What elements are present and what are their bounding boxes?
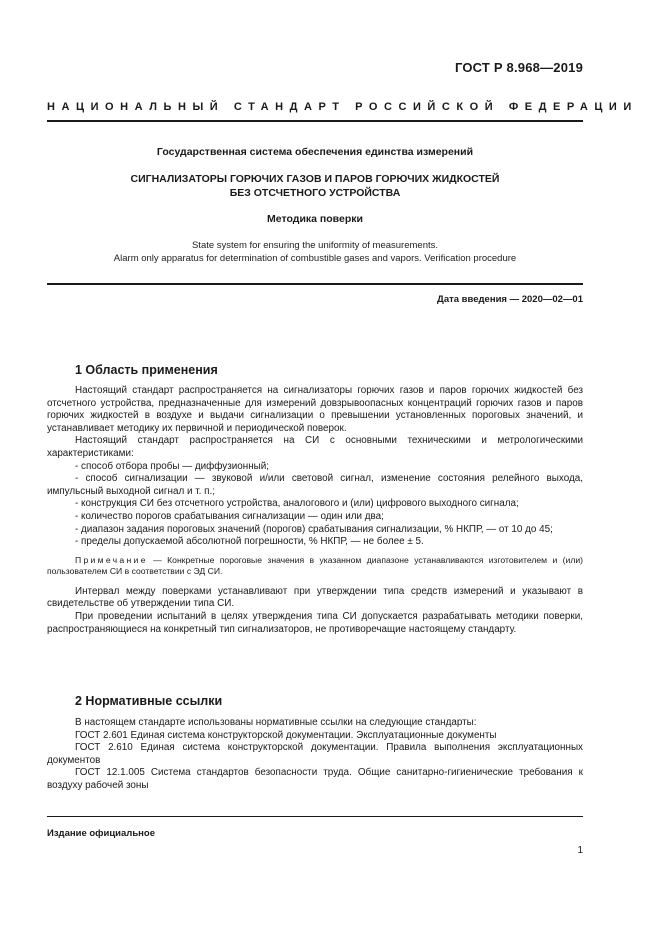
list-item: - конструкция СИ без отсчетного устройства, аналогового и (или) цифрового выходного сигнала;	[75, 498, 519, 510]
note-text: — Конкретные пороговые значения в указанном диапазоне устанавливаются изготовителем и (или) пользователем СИ в соответствии с ЭД СИ.	[47, 554, 583, 577]
header-divider	[47, 120, 583, 122]
section-1-paragraph-2: Настоящий стандарт распространяется на СИ с основными техническими и метрологическими характеристиками:	[47, 435, 583, 459]
introduction-date: Дата введения — 2020—02—01	[437, 294, 583, 305]
reference-item: ГОСТ 2.610 Единая система конструкторской документации. Правила выполнения эксплуатационных документов	[47, 742, 583, 766]
section-2-body	[47, 717, 583, 793]
note-label: Примечание	[75, 554, 148, 565]
reference-item: ГОСТ 2.601 Единая система конструкторской документации. Эксплуатационные документы	[75, 729, 497, 741]
list-item: - диапазон задания пороговых значений (порогов) срабатывания сигнализации, % НКПР, — от 10 до 45;	[75, 523, 553, 535]
section-2-heading: 2 Нормативные ссылки	[75, 694, 223, 708]
section-2-paragraph-1: В настоящем стандарте использованы нормативные ссылки на следующие стандарты:	[75, 717, 477, 728]
english-title	[47, 240, 583, 265]
section-1-paragraph-3: Интервал между поверками устанавливают при утверждении типа средств измерений и указывают в свидетельстве об утверждении типа СИ.	[47, 585, 583, 610]
system-title: Государственная система обеспечения единства измерений	[156, 146, 474, 158]
section-1-paragraph-1: Настоящий стандарт распространяется на сигнализаторы горючих газов и паров горючих жидкостей без отсчетного устройства, предназначенные для измерений довзрывоопасных концентраций горючих газов и паров горючих жидкостей в воздухе и выдачи сигнализации о превышении установленных пороговых значений, и устанавливает методику их первичной и периодической поверок.	[47, 385, 583, 434]
official-edition-label: Издание официальное	[47, 828, 155, 839]
main-title	[47, 172, 583, 200]
footer-divider	[47, 816, 583, 817]
english-title-line-2: Alarm only apparatus for determination of combustible gases and vapors. Verification procedure	[113, 252, 517, 264]
english-title-line-1: State system for ensuring the uniformity of measurements.	[191, 240, 439, 251]
document-number: ГОСТ Р 8.968—2019	[454, 60, 583, 75]
main-title-line-2: БЕЗ ОТСЧЕТНОГО УСТРОЙСТВА	[229, 187, 401, 199]
page-number: 1	[577, 845, 583, 856]
list-item: - способ отбора пробы — диффузионный;	[75, 460, 270, 472]
list-item: - количество порогов срабатывания сигнализации — один или два;	[75, 510, 384, 522]
section-1-paragraph-4: При проведении испытаний в целях утверждения типа СИ допускается разрабатывать методики поверки, распространяющиеся на конкретный тип сигнализаторов, не противоречащие настоящему стандарту.	[47, 610, 583, 635]
section-1-heading: 1 Область применения	[75, 363, 218, 377]
section-1-body	[47, 385, 583, 636]
national-standard-title: НАЦИОНАЛЬНЫЙ СТАНДАРТ РОССИЙСКОЙ ФЕДЕРАЦИИ	[47, 101, 638, 113]
reference-item: ГОСТ 12.1.005 Система стандартов безопасности труда. Общие санитарно-гигиенические требования к воздуху рабочей зоны	[47, 767, 583, 791]
title-divider	[47, 283, 583, 285]
list-item: - способ сигнализации — звуковой и/или световой сигнал, изменение состояния релейного выхода, импульсный выходной сигнал и т. п.;	[47, 473, 583, 497]
method-title: Методика поверки	[267, 213, 363, 225]
list-item: - пределы допускаемой абсолютной погрешности, % НКПР, — не более ± 5.	[75, 536, 424, 548]
note	[47, 555, 583, 578]
main-title-line-1: СИГНАЛИЗАТОРЫ ГОРЮЧИХ ГАЗОВ И ПАРОВ ГОРЮЧИХ ЖИДКОСТЕЙ	[130, 173, 500, 185]
